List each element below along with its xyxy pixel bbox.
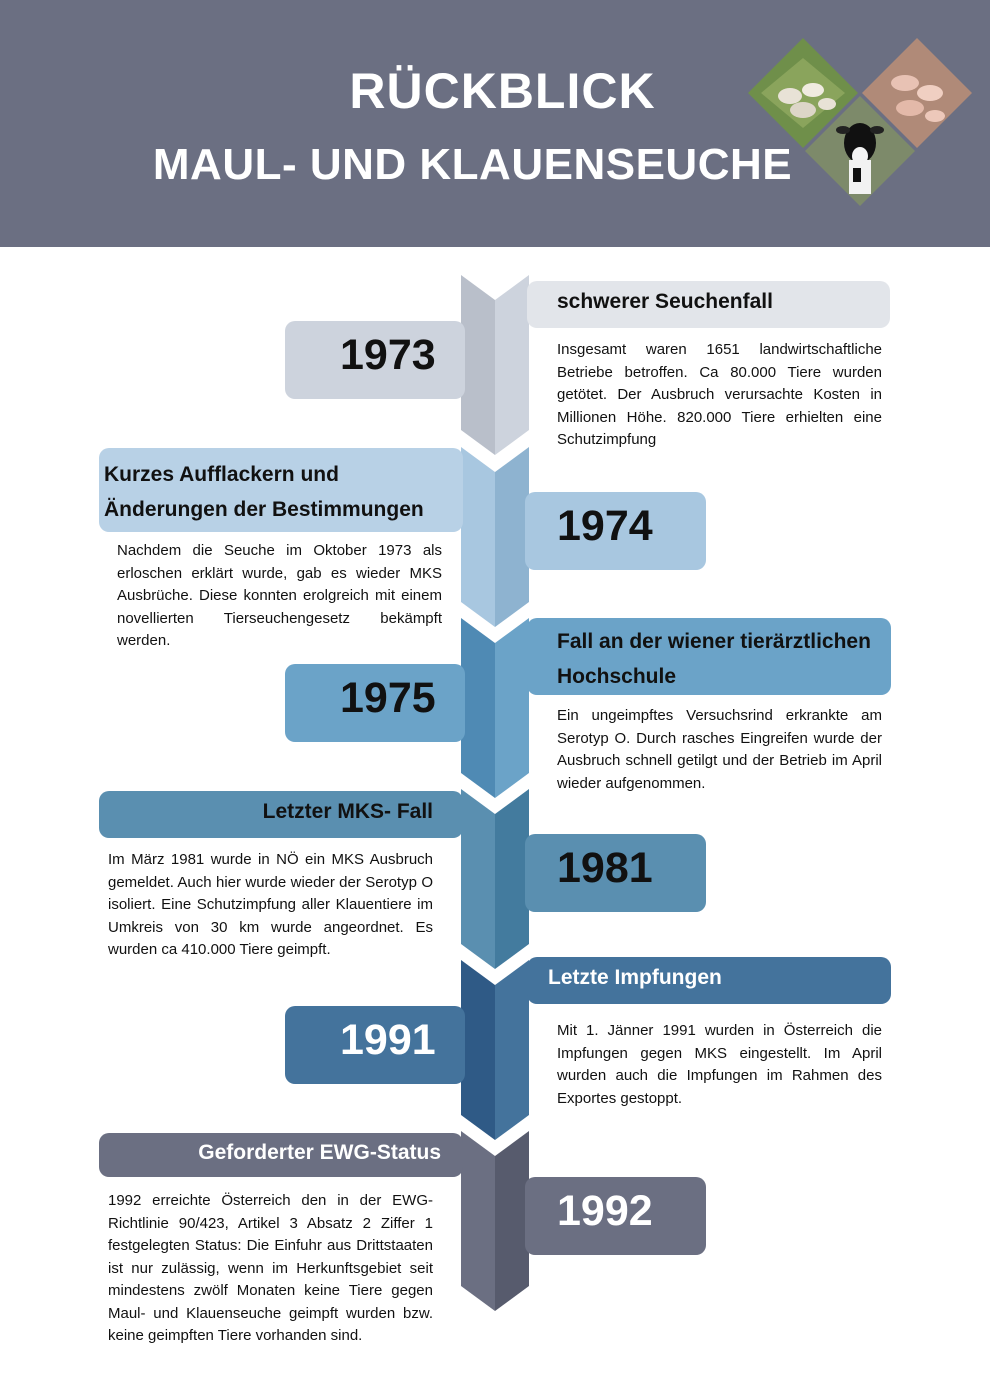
event-text-1992: 1992 erreichte Österreich den in der EWG-Richtlinie 90/423, Artikel 3 Absatz 2 Ziffer 1 festgelegten Status: Die Einfuhr aus Drittstaaten ist nur zulässig, wenn im Herkunftsgebiet seit mindestens zwölf Monaten keine Tiere gegen Maul- und Klauenseuche geimpft wurden bzw. keine geimpften Tiere vorhanden sind. xyxy=(108,1192,433,1344)
event-text-1974: Nachdem die Seuche im Oktober 1973 als erloschen erklärt wurde, gab es wieder MKS Ausbrüche. Diese konnten erolgreich mit einem novellierten Tierseuchengesetz bekämpft werden. xyxy=(117,542,442,649)
event-title-1991: Letzte Impfungen xyxy=(527,957,891,1004)
event-text-1981: Im März 1981 wurde in NÖ ein MKS Ausbruch gemeldet. Auch hier wurde wieder der Serotyp O isoliert. Eine Schutzimpfung aller Klauentiere im Umkreis von 30 km wurde angeordnet. Es wurden ca 410.000 Tiere geimpft. xyxy=(108,851,433,958)
year-label-1981: 1981 xyxy=(557,844,653,892)
year-label-1973: 1973 xyxy=(340,331,436,379)
event-title-1975-line2: Hochschule xyxy=(557,665,677,688)
page-title: RÜCKBLICK xyxy=(349,63,656,119)
event-title-1975-line1: Fall an der wiener tierärztlichen xyxy=(557,630,871,653)
year-label-1992: 1992 xyxy=(557,1187,653,1235)
page-subtitle: MAUL- UND KLAUENSEUCHE xyxy=(152,140,793,189)
spine-segment-1991 xyxy=(461,960,529,1140)
event-title-1974 xyxy=(99,448,463,532)
event-text-1991: Mit 1. Jänner 1991 wurden in Österreich die Impfungen gegen MKS eingestellt. Im April wurden auch die Impfungen im Rahmen des Exportes gestoppt. xyxy=(557,1022,882,1107)
year-label-1991: 1991 xyxy=(340,1016,436,1064)
event-title-1992: Geforderter EWG-Status xyxy=(99,1133,463,1177)
spine-segment-1974 xyxy=(461,447,529,627)
spine-segment-1975 xyxy=(461,618,529,798)
event-text-1973: Insgesamt waren 1651 landwirtschaftliche Betriebe betroffen. Ca 80.000 Tiere wurden getötet. Der Ausbruch verursachte Kosten in Millionen Höhe. 820.000 Tiere erhielten eine Schutzimpfung xyxy=(557,341,882,448)
spine-segment-1992 xyxy=(461,1131,529,1311)
event-title-1974-line2: Änderungen der Bestimmungen xyxy=(104,498,424,521)
event-title-1974-line1: Kurzes Aufflackern und xyxy=(104,463,339,486)
year-label-1975: 1975 xyxy=(340,674,436,722)
event-text-1975: Ein ungeimpftes Versuchsrind erkrankte am Serotyp O. Durch rasches Eingreifen wurde der Ausbruch schnell getilgt und der Betrieb im April wieder aufgenommen. xyxy=(557,707,882,792)
year-label-1974: 1974 xyxy=(557,502,653,550)
spine-segment-1981 xyxy=(461,789,529,969)
spine-segment-1973 xyxy=(461,275,529,455)
event-title-1981: Letzter MKS- Fall xyxy=(99,791,463,838)
event-title-1975 xyxy=(527,618,891,695)
event-title-1973: schwerer Seuchenfall xyxy=(527,281,890,328)
